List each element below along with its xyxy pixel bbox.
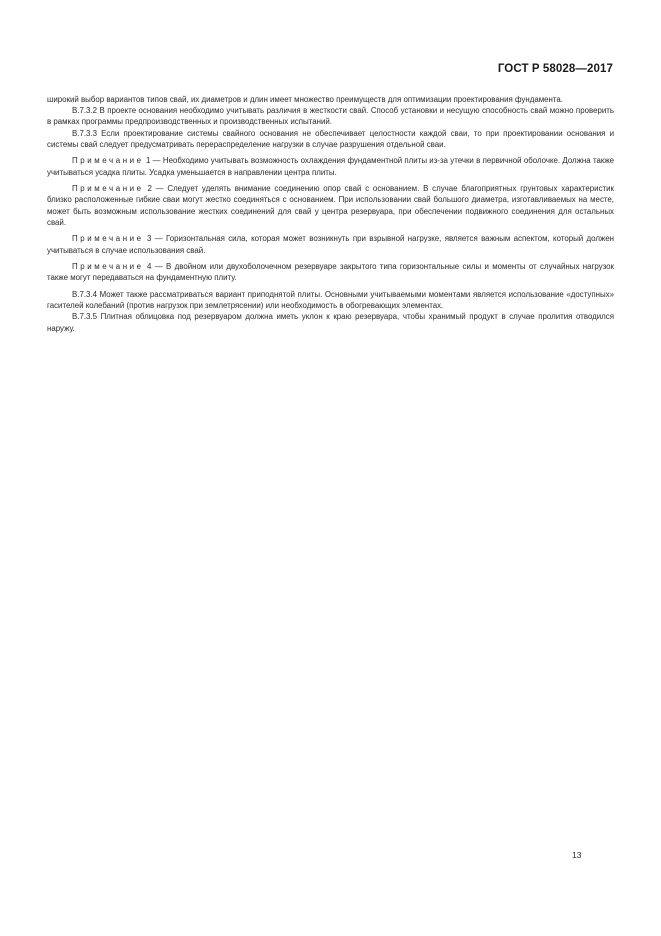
note-label: Примечание (72, 184, 144, 194)
note-number: 1 (145, 156, 151, 166)
note-text: — В двойном или двухоболочечном резервуаре закрытого типа горизонтальные силы и моменты от случайных нагрузок также могут передаваться на фундаментную плиту. (47, 262, 614, 283)
paragraph-b-7-3-5: В.7.3.5 Плитная облицовка под резервуаром должна иметь уклон к краю резервуара, чтобы хранимый продукт в случае пролития отводился наружу. (47, 312, 614, 333)
document-body (47, 94, 614, 334)
note-text: — Горизонтальная сила, которая может возникнуть при взрывной нагрузке, является важным аспектом, который должен учитываться в случае использования свай. (47, 234, 614, 255)
note-text: — Необходимо учитывать возможность охлаждения фундаментной плиты из-за утечки в первичной оболочке. Должна также учитываться усадка плиты. Усадка уменьшается в направлении центра плиты. (47, 156, 614, 177)
note-text: — Следует уделять внимание соединению опор свай с основанием. В случае благоприятных грунтовых характеристик близко расположенные гибкие сваи могут жестко соединяться с основанием. При использовании свай большого диаметра, изготавливаемых на месте, может быть возможным использование жестких соединений для свай у центра резервуара, при обеспечении подвижного соединения для остальных свай. (47, 184, 614, 227)
note-1 (47, 155, 614, 177)
paragraph-b-7-3-2: В.7.3.2 В проекте основания необходимо учитывать различия в жесткости свай. Способ установки и несущую способность свай можно проверить в рамках программы предпроизводственных и производственных испытаний. (47, 106, 614, 127)
note-3 (47, 233, 614, 255)
note-number: 3 (147, 234, 152, 244)
note-label: Примечание (72, 262, 144, 272)
document-standard-header: ГОСТ Р 58028—2017 (497, 63, 613, 75)
note-2 (47, 183, 614, 228)
paragraph-continuation: широкий выбор вариантов типов свай, их диаметров и длин имеет множество преимуществ для оптимизации проектирования фундамента. (47, 95, 563, 104)
note-number: 4 (147, 262, 152, 272)
note-label: Примечание (72, 234, 144, 244)
paragraph-b-7-3-4: В.7.3.4 Может также рассматриваться вариант приподнятой плиты. Основными учитываемыми моментами является использование «доступных» гасителей колебаний (против нагрузок при землетрясении) или необходимость в обогревающих элементах. (47, 290, 614, 311)
note-label: Примечание (72, 156, 144, 166)
page-number: 13 (572, 850, 582, 860)
note-4 (47, 261, 614, 283)
note-number: 2 (147, 184, 152, 194)
paragraph-b-7-3-3: В.7.3.3 Если проектирование системы свайного основания не обеспечивает целостности каждой сваи, то при проектировании основания и системы свай следует предусматривать перераспределение нагрузки в случае разрушения отдельной сваи. (47, 128, 614, 149)
